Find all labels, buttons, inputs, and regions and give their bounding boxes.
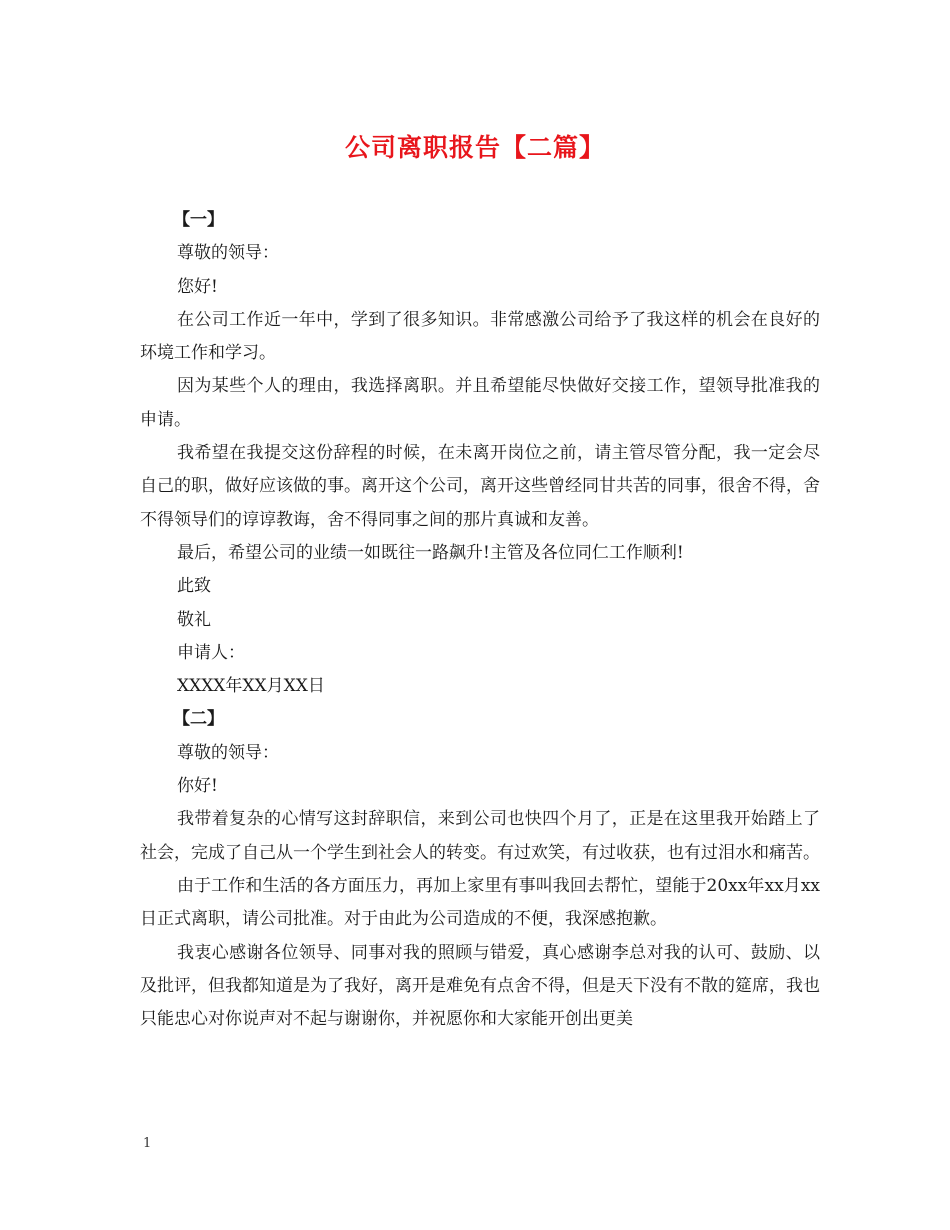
greeting: 您好! — [177, 276, 218, 297]
body-paragraph: 最后，希望公司的业绩一如既往一路飙升!主管及各位同仁工作顺利! — [177, 542, 684, 563]
section-label: 【二】 — [173, 709, 224, 730]
body-paragraph: 我衷心感谢各位领导、同事对我的照顾与错爱，真心感谢李总对我的认可、鼓励、以及批评，但我都知道是为了我好，离开是难免有点舍不得，但是天下没有不散的筵席，我也只能忠心对你说声对不起与谢谢你，并祝愿你和大家能开创出更美 — [140, 942, 820, 1030]
page-number: 1 — [143, 1136, 152, 1151]
salutation: 尊敬的领导： — [177, 243, 279, 264]
closing-line: 敬礼 — [177, 609, 211, 630]
applicant-line: 申请人： — [177, 642, 245, 663]
body-paragraph: 因为某些个人的理由，我选择离职。并且希望能尽快做好交接工作，望领导批准我的申请。 — [140, 376, 820, 430]
salutation: 尊敬的领导： — [177, 742, 279, 763]
body-paragraph: 我带着复杂的心情写这封辞职信，来到公司也快四个月了，正是在这里我开始踏上了社会，完成了自己从一个学生到社会人的转变。有过欢笑，有过收获，也有过泪水和痛苦。 — [140, 809, 820, 863]
date-line: XXXX年XX月XX日 — [177, 676, 325, 697]
body-paragraph: 在公司工作近一年中，学到了很多知识。非常感激公司给予了我这样的机会在良好的环境工作和学习。 — [140, 309, 820, 364]
section-one — [140, 204, 820, 703]
greeting: 你好! — [177, 776, 218, 797]
section-label: 【一】 — [173, 210, 224, 230]
document-title: 公司离职报告【二篇】 — [344, 133, 605, 162]
body-paragraph: 我希望在我提交这份辞程的时候，在未离开岗位之前，请主管尽管分配，我一定会尽自己的职，做好应该做的事。离开这个公司，离开这些曾经同甘共苦的同事，很舍不得，舍不得领导们的谆谆教诲，舍不得同事之间的那片真诚和友善。 — [140, 443, 820, 530]
document-body — [140, 204, 820, 1036]
section-two — [140, 703, 820, 1036]
body-paragraph: 由于工作和生活的各方面压力，再加上家里有事叫我回去帮忙，望能于20xx年xx月xx日正式离职，请公司批准。对于由此为公司造成的不便，我深感抱歉。 — [140, 875, 820, 930]
closing-line: 此致 — [177, 576, 211, 597]
